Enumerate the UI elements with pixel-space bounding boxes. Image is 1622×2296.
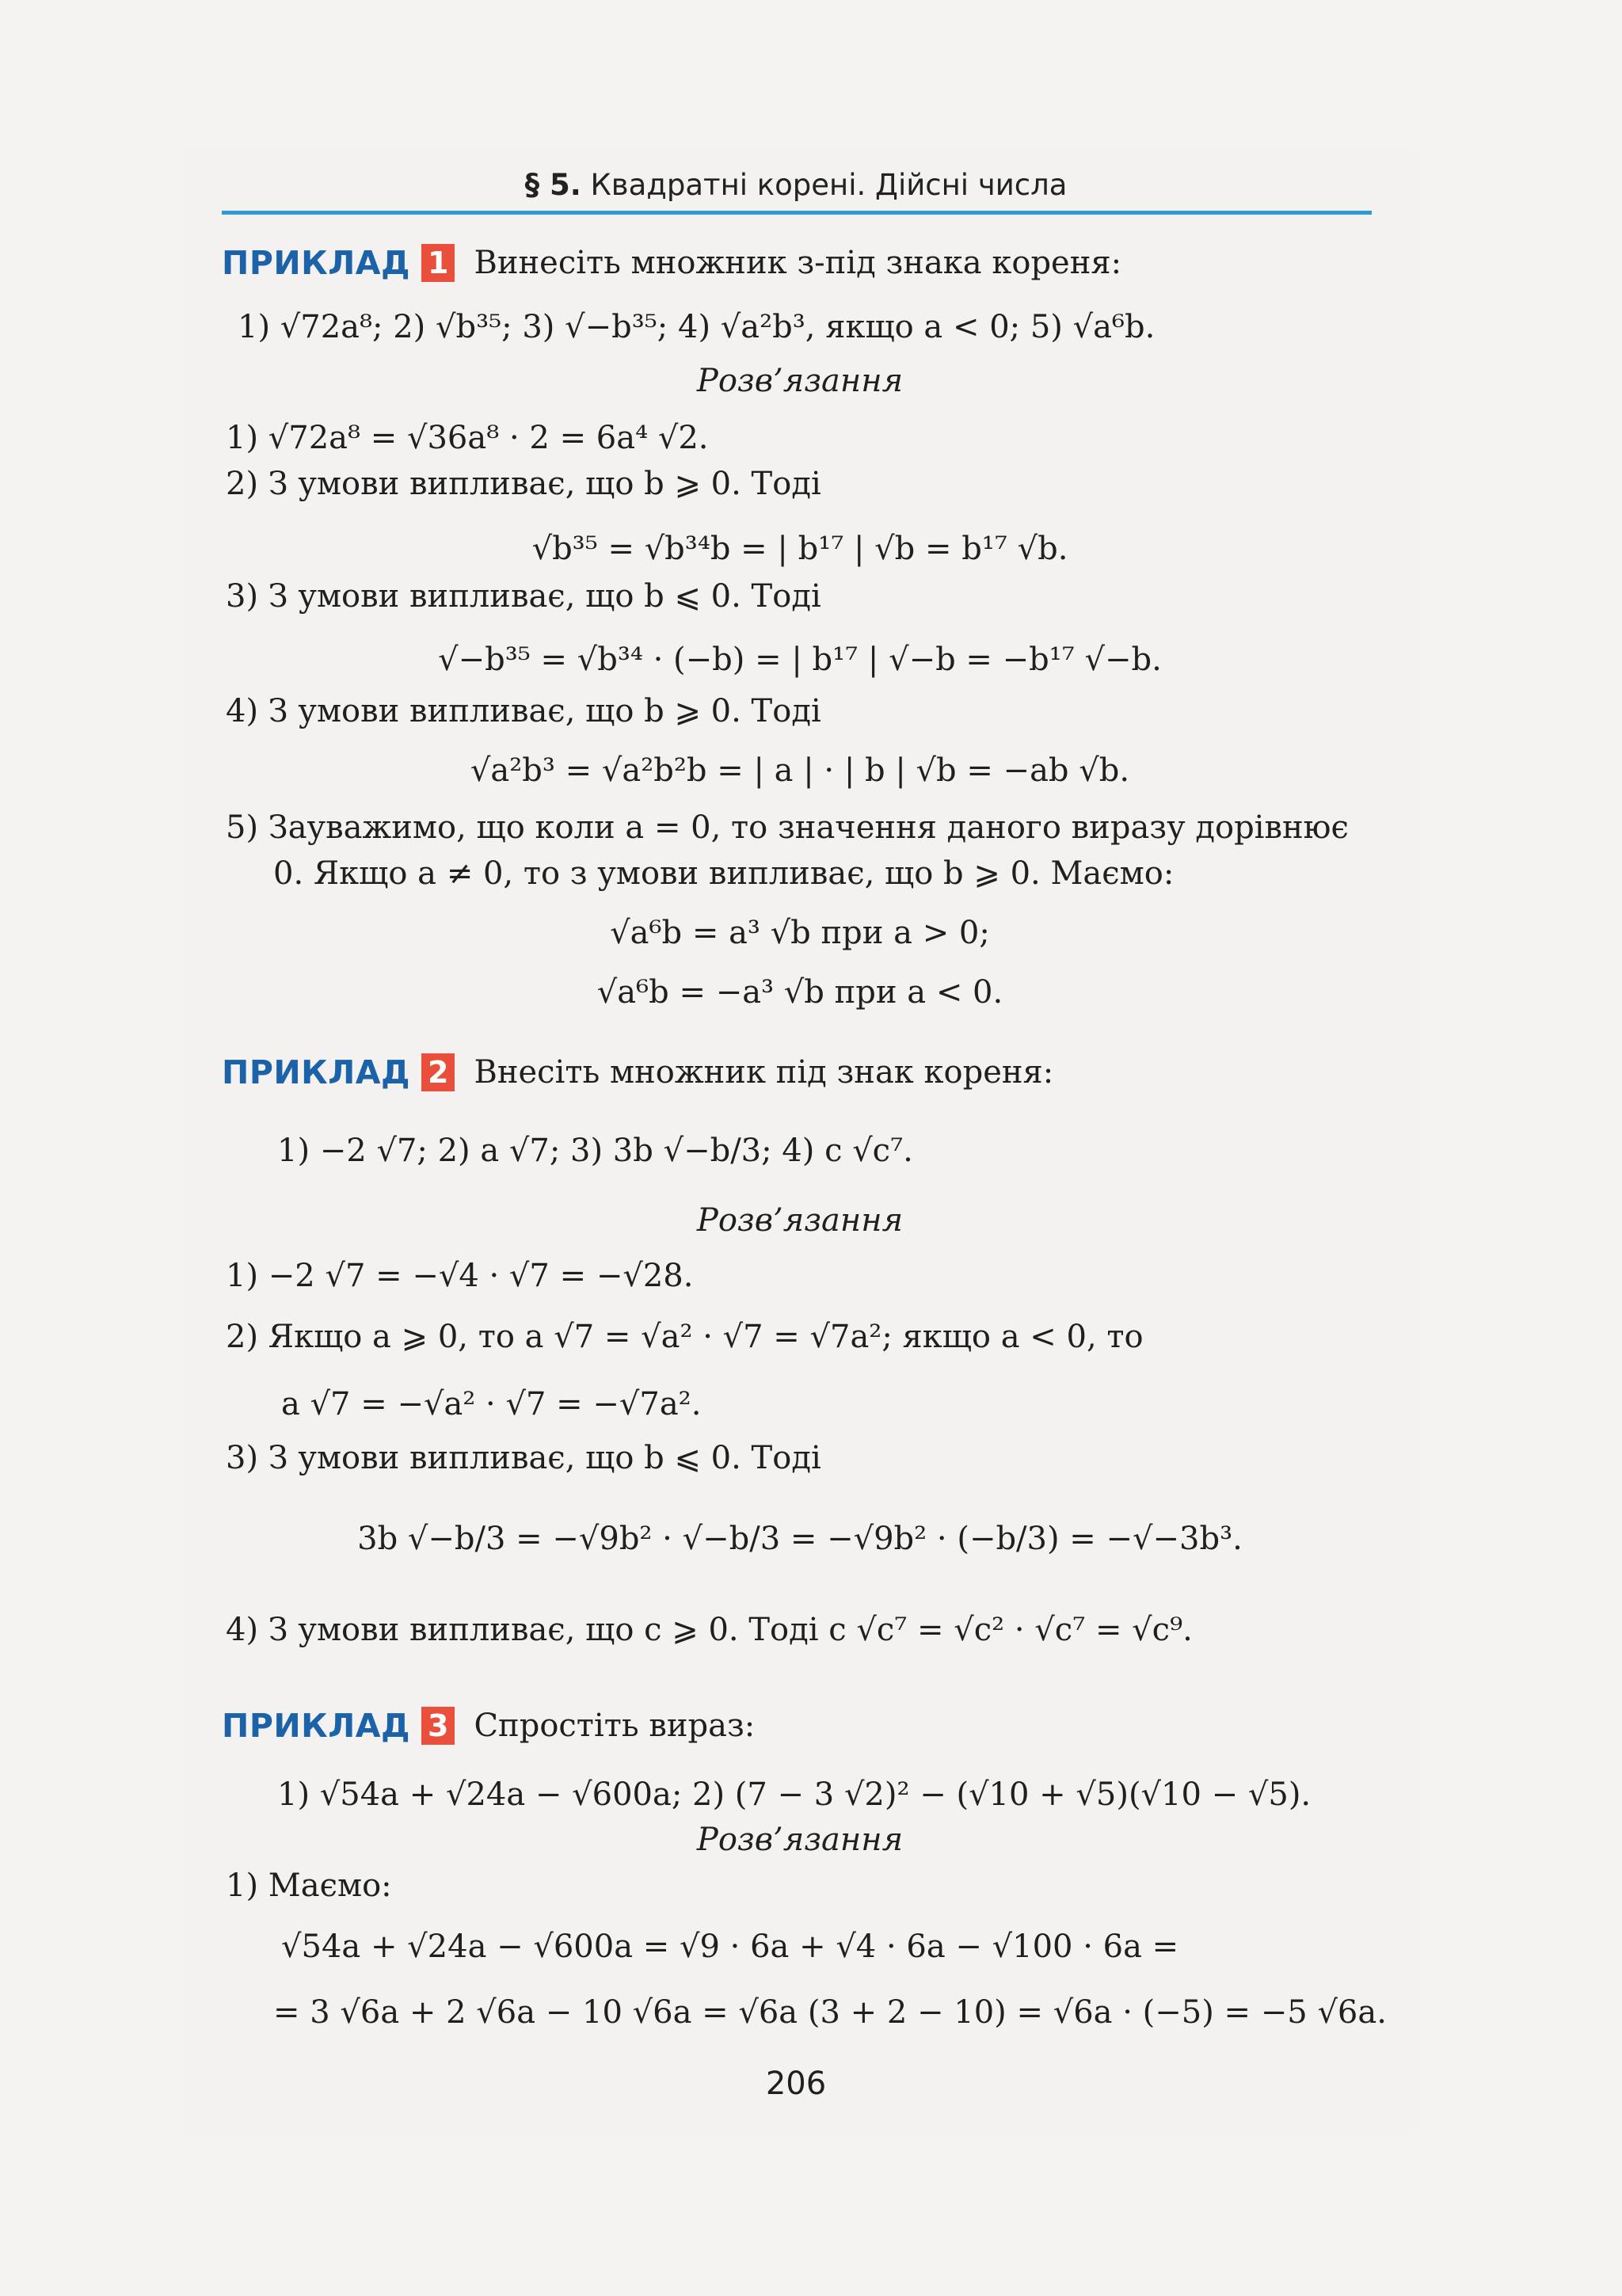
example-number: 2 bbox=[421, 1053, 455, 1091]
example-task: Внесіть множник під знак кореня: bbox=[474, 1054, 1054, 1091]
example-1-items: 1) √72a⁸; 2) √b³⁵; 3) √−b³⁵; 4) √a²b³, якщо a < 0; 5) √a⁶b. bbox=[238, 309, 1156, 345]
ex1-step-4-formula: √a²b³ = √a²b²b = | a | · | b | √b = −ab √b. bbox=[470, 752, 1130, 789]
solution-title: Розв’язання bbox=[696, 363, 904, 399]
ex3-formula-2: = 3 √6a + 2 √6a − 10 √6a = √6a (3 + 2 − 10) = √6a · (−5) = −5 √6a. bbox=[273, 1994, 1387, 2031]
page-number: 206 bbox=[765, 2066, 827, 2102]
ex3-step-1: 1) Маємо: bbox=[226, 1868, 392, 1904]
running-header bbox=[222, 168, 1370, 202]
example-task: Винесіть множник з-під знака кореня: bbox=[474, 245, 1122, 281]
ex1-step-4: 4) З умови випливає, що b ⩾ 0. Тоді bbox=[226, 693, 821, 729]
ex1-step-3-formula: √−b³⁵ = √b³⁴ · (−b) = | b¹⁷ | √−b = −b¹⁷ √−b. bbox=[438, 642, 1162, 678]
ex1-step-5b: 0. Якщо a ≠ 0, то з умови випливає, що b ⩾ 0. Маємо: bbox=[273, 855, 1175, 892]
solution-title: Розв’язання bbox=[696, 1202, 904, 1239]
section-number: § 5. bbox=[524, 168, 581, 202]
ex2-step-3-formula: 3b √−b/3 = −√9b² · √−b/3 = −√9b² · (−b/3) = −√−3b³. bbox=[357, 1521, 1243, 1557]
example-3-heading bbox=[222, 1707, 755, 1745]
ex2-step-3: 3) З умови випливає, що b ⩽ 0. Тоді bbox=[226, 1440, 821, 1476]
example-label: ПРИКЛАД bbox=[222, 244, 410, 282]
ex1-step-5-formula-2: √a⁶b = −a³ √b при a < 0. bbox=[596, 974, 1003, 1011]
ex1-step-5-formula-1: √a⁶b = a³ √b при a > 0; bbox=[610, 915, 990, 951]
ex2-step-2b: a √7 = −√a² · √7 = −√7a². bbox=[281, 1386, 702, 1422]
header-rule bbox=[222, 211, 1372, 215]
section-title: Квадратні корені. Дійсні числа bbox=[590, 168, 1068, 202]
example-label: ПРИКЛАД bbox=[222, 1053, 410, 1091]
ex2-step-4: 4) З умови випливає, що c ⩾ 0. Тоді c √c⁷ = √c² · √c⁷ = √c⁹. bbox=[226, 1612, 1193, 1648]
ex2-step-1: 1) −2 √7 = −√4 · √7 = −√28. bbox=[226, 1258, 694, 1294]
example-task: Спростіть вираз: bbox=[474, 1708, 756, 1744]
example-2-heading bbox=[222, 1053, 1053, 1091]
example-label: ПРИКЛАД bbox=[222, 1707, 410, 1745]
ex1-step-5a: 5) Зауважимо, що коли a = 0, то значення даного виразу дорівнює bbox=[226, 809, 1349, 846]
ex1-step-3: 3) З умови випливає, що b ⩽ 0. Тоді bbox=[226, 578, 821, 615]
ex2-step-2a: 2) Якщо a ⩾ 0, то a √7 = √a² · √7 = √7a²; якщо a < 0, то bbox=[226, 1319, 1144, 1355]
example-number: 1 bbox=[421, 244, 455, 282]
example-1-heading bbox=[222, 244, 1121, 282]
example-number: 3 bbox=[421, 1707, 455, 1745]
solution-title: Розв’язання bbox=[696, 1822, 904, 1858]
ex1-step-1: 1) √72a⁸ = √36a⁸ · 2 = 6a⁴ √2. bbox=[226, 420, 709, 456]
ex1-step-2: 2) З умови випливає, що b ⩾ 0. Тоді bbox=[226, 466, 821, 502]
example-2-items: 1) −2 √7; 2) a √7; 3) 3b √−b/3; 4) c √c⁷. bbox=[277, 1133, 913, 1169]
ex1-step-2-formula: √b³⁵ = √b³⁴b = | b¹⁷ | √b = b¹⁷ √b. bbox=[531, 531, 1068, 567]
ex3-formula-1: √54a + √24a − √600a = √9 · 6a + √4 · 6a − √100 · 6a = bbox=[281, 1929, 1179, 1965]
example-3-items: 1) √54a + √24a − √600a; 2) (7 − 3 √2)² − (√10 + √5)(√10 − √5). bbox=[277, 1776, 1312, 1813]
